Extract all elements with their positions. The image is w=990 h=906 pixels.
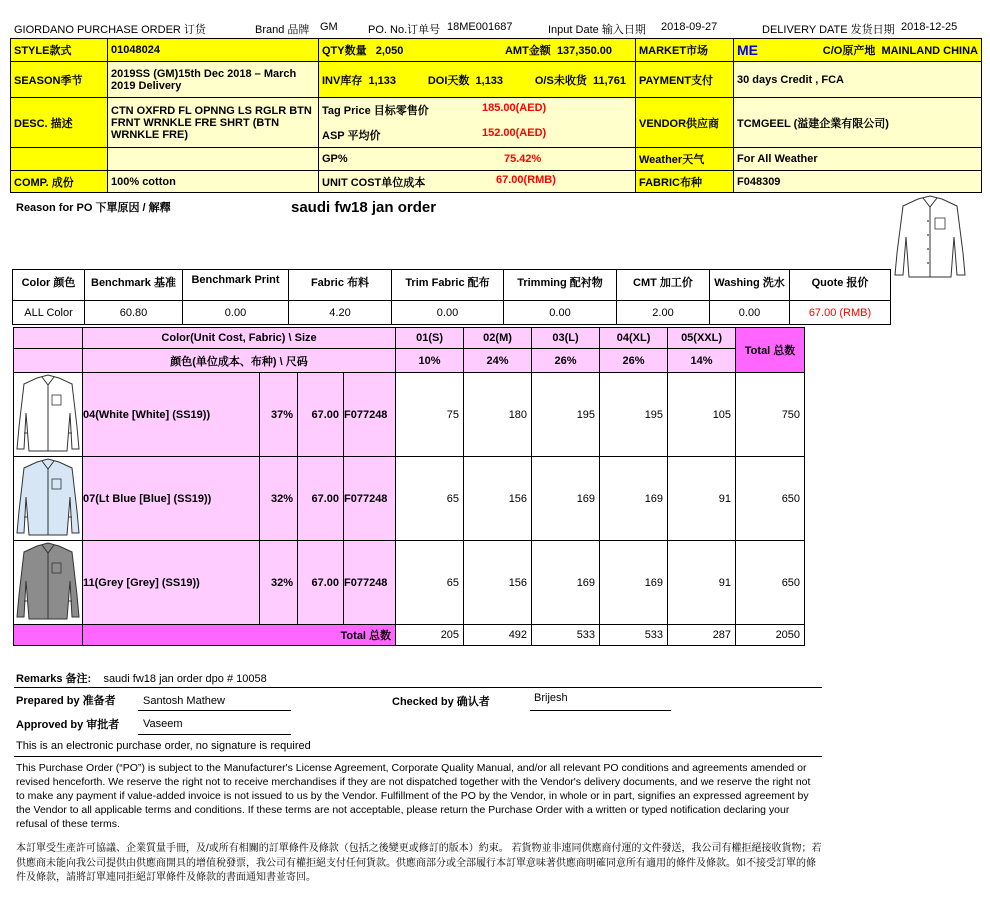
qty-amt-cell <box>319 39 636 62</box>
totals-blank-cell <box>14 625 83 646</box>
color-row <box>14 541 805 625</box>
market-origin-cell <box>734 39 982 62</box>
size-total: 205 <box>396 625 464 646</box>
input-date-value: 2018-09-27 <box>661 21 718 33</box>
fabric-label: FABRIC布种 <box>636 171 734 193</box>
size-qty: 169 <box>600 541 668 625</box>
color-fabric: F077248 <box>344 373 396 457</box>
amt-label: AMT金额 <box>504 45 551 57</box>
blank-label-cell <box>11 148 108 171</box>
size-total: 287 <box>668 625 736 646</box>
inventory-cell <box>319 62 636 98</box>
desc-value: CTN OXFRD FL OPNNG LS RGLR BTN FRNT WRNKLE FRE SHRT (BTN WRNKLE FRE) <box>108 98 319 148</box>
color-name: 07(Lt Blue [Blue] (SS19)) <box>83 457 260 541</box>
electronic-note: This is an electronic purchase order, no signature is required <box>16 740 311 752</box>
size-qty: 65 <box>396 541 464 625</box>
unit-cost-label: UNIT COST单位成本 <box>322 176 426 189</box>
approved-value: Vaseem <box>143 718 183 730</box>
cost-breakdown-table <box>12 269 891 325</box>
size-qty: 75 <box>396 373 464 457</box>
color-cost: 67.00 <box>298 457 344 541</box>
color-pct: 32% <box>260 541 298 625</box>
cost-header-row <box>13 270 891 301</box>
payment-value: 30 days Credit , FCA <box>734 62 982 98</box>
color-swatch-cell <box>14 373 83 457</box>
cost-header: Trimming 配衬物 <box>504 270 617 301</box>
os-value: 11,761 <box>592 74 626 87</box>
price-cell <box>319 98 636 148</box>
size-qty: 169 <box>532 457 600 541</box>
signature-line <box>530 710 671 711</box>
po-number: 18ME001687 <box>447 21 513 33</box>
style-label: STYLE款式 <box>11 39 108 62</box>
size-total: 533 <box>532 625 600 646</box>
size-qty: 105 <box>668 373 736 457</box>
checked-value: Brijesh <box>534 692 568 704</box>
tag-price-value: 185.00(AED) <box>482 102 547 114</box>
totals-row <box>14 625 805 646</box>
delivery-date-label: DELIVERY DATE 发货日期 <box>762 24 895 36</box>
grand-total: 2050 <box>736 625 805 646</box>
cost-value-row <box>13 301 891 325</box>
remarks-label: Remarks 备注: <box>16 673 92 685</box>
cost-cell: 4.20 <box>289 301 392 325</box>
color-size-header: Color(Unit Cost, Fabric) \ Size <box>83 328 396 349</box>
totals-label: Total 总数 <box>83 625 396 646</box>
color-size-header-zh: 颜色(单位成本、布种) \ 尺码 <box>83 349 396 373</box>
po-info-grid <box>10 38 982 193</box>
brand-value: GM <box>320 21 338 33</box>
cost-cell: 0.00 <box>392 301 504 325</box>
cost-cell: 0.00 <box>183 301 289 325</box>
quote-cell: 67.00 (RMB) <box>790 301 891 325</box>
size-qty: 156 <box>464 541 532 625</box>
row-total: 650 <box>736 541 805 625</box>
size-code: 05(XXL) <box>668 328 736 349</box>
gp-value: 75.42% <box>504 153 542 165</box>
divider <box>14 687 822 688</box>
style-value: 01048024 <box>108 39 319 62</box>
delivery-date-value: 2018-12-25 <box>901 21 958 33</box>
size-code: 02(M) <box>464 328 532 349</box>
gp-label: GP% <box>322 153 348 165</box>
blank-value-cell <box>108 148 319 171</box>
signature-line <box>138 710 291 711</box>
size-qty: 91 <box>668 541 736 625</box>
color-swatch-cell <box>14 541 83 625</box>
shirt-grey-icon <box>15 541 81 621</box>
payment-label: PAYMENT支付 <box>636 62 734 98</box>
size-pct: 10% <box>396 349 464 373</box>
cost-header: Benchmark 基准 <box>85 270 183 301</box>
image-header-cell <box>14 349 83 373</box>
reason-text: saudi fw18 jan order <box>291 199 437 216</box>
color-cost: 67.00 <box>298 373 344 457</box>
remarks-value: saudi fw18 jan order dpo # 10058 <box>103 673 267 685</box>
color-row <box>14 373 805 457</box>
unit-cost-cell <box>319 171 636 193</box>
fabric-value: F048309 <box>734 171 982 193</box>
size-qty: 195 <box>532 373 600 457</box>
amt-value: 137,350.00 <box>556 45 612 57</box>
divider <box>14 756 822 757</box>
image-header-cell <box>14 328 83 349</box>
vendor-label: VENDOR供应商 <box>636 98 734 148</box>
size-qty: 91 <box>668 457 736 541</box>
remarks <box>16 670 267 686</box>
cost-cell: 0.00 <box>504 301 617 325</box>
shirt-sketch-icon <box>893 193 967 279</box>
signature-line <box>138 734 291 735</box>
comp-label: COMP. 成份 <box>11 171 108 193</box>
doi-label: DOI天数 <box>427 74 470 87</box>
qty-label: QTY数量 <box>322 45 367 57</box>
reason-label: Reason for PO 下單原因 / 解釋 <box>16 202 171 214</box>
cost-cell: 60.80 <box>85 301 183 325</box>
checked-label: Checked by 确认者 <box>392 696 490 708</box>
legal-terms-chinese: 本訂單受生產許可協議、企業質量手冊，及/或所有相關的訂單條件及條款（包括之後變更或修訂的版本）約束。 若貨物並非連同供應商付運的文件發送，我公司有權拒絕接收貨物；若供應商未能向我公司提供由供應商開具的增值稅發票，我公司有權拒絕支付任何貨款。供應商部分或全部履行本訂單意味著供應商明確同意所有適用的條件及條款。如不接受訂單的條件及條款，請將訂單連同拒絕訂單條件及條款的書面通知書並寄回。 <box>16 843 822 883</box>
season-label: SEASON季节 <box>11 62 108 98</box>
cost-header: Fabric 布料 <box>289 270 392 301</box>
market-value: ME <box>737 42 758 58</box>
po-label: PO. No.订单号 <box>368 24 441 36</box>
size-code: 01(S) <box>396 328 464 349</box>
shirt-light-blue-icon <box>15 457 81 537</box>
market-label: MARKET市场 <box>636 39 734 62</box>
color-swatch-cell <box>14 457 83 541</box>
color-cost: 67.00 <box>298 541 344 625</box>
size-total: 492 <box>464 625 532 646</box>
size-qty: 195 <box>600 373 668 457</box>
weather-label: Weather天气 <box>636 148 734 171</box>
unit-cost-value: 67.00(RMB) <box>496 173 556 186</box>
prepared-label: Prepared by 准备者 <box>16 695 116 707</box>
size-header-row <box>14 328 805 349</box>
color-row <box>14 457 805 541</box>
inv-label: INV库存 <box>322 74 363 87</box>
size-qty: 65 <box>396 457 464 541</box>
prepared-value: Santosh Mathew <box>143 695 225 707</box>
brand-label: Brand 品牌 <box>255 24 310 36</box>
size-qty: 169 <box>532 541 600 625</box>
size-qty: 156 <box>464 457 532 541</box>
style-sketch <box>893 193 967 279</box>
size-breakdown-table <box>13 327 805 646</box>
size-pct: 26% <box>600 349 668 373</box>
cost-header: Quote 报价 <box>790 270 891 301</box>
size-pct-row <box>14 349 805 373</box>
size-pct: 14% <box>668 349 736 373</box>
origin-label: C/O原产地 <box>822 45 876 57</box>
color-pct: 32% <box>260 457 298 541</box>
inv-value: 1,133 <box>368 74 396 87</box>
doi-value: 1,133 <box>475 74 504 87</box>
weather-value: For All Weather <box>734 148 982 171</box>
cost-cell: ALL Color <box>13 301 85 325</box>
color-fabric: F077248 <box>344 541 396 625</box>
comp-value: 100% cotton <box>108 171 319 193</box>
gp-cell <box>319 148 636 171</box>
cost-cell: 0.00 <box>710 301 790 325</box>
desc-label: DESC. 描述 <box>11 98 108 148</box>
size-code: 04(XL) <box>600 328 668 349</box>
input-date-label: Input Date 输入日期 <box>548 24 646 36</box>
cost-header: Benchmark Print <box>183 270 289 301</box>
row-total: 750 <box>736 373 805 457</box>
company-title: GIORDANO PURCHASE ORDER 订货 <box>14 24 206 36</box>
size-qty: 180 <box>464 373 532 457</box>
cost-header: Washing 洗水 <box>710 270 790 301</box>
row-total: 650 <box>736 457 805 541</box>
os-label: O/S未收货 <box>534 74 587 87</box>
asp-value: 152.00(AED) <box>482 127 547 139</box>
size-pct: 26% <box>532 349 600 373</box>
season-value: 2019SS (GM)15th Dec 2018 – March 2019 Delivery <box>108 62 319 98</box>
size-code: 03(L) <box>532 328 600 349</box>
vendor-value: TCMGEEL (溢建企業有限公司) <box>734 98 982 148</box>
legal-terms-english: This Purchase Order (“PO”) is subject to the Manufacturer's License Agreement, Corporate Quality Manual, and/or all relevant PO conditions and agreements amended or revised henceforth. We reserve the right not to receive merchandises if they are not dispatched together with the Vendor's delivery documents, and we reserve the right not to make any payment if value-added invoice is not issued to us by the Vendor. Fulfillment of the PO by the Vendor, in whole or in part, signifies an expressed agreement by the Vendor to all applicable terms and conditions. If these terms are not acceptable, please return the Purchase Order with a written or typed notification declaring your refusal of these terms. <box>16 762 811 830</box>
size-qty: 169 <box>600 457 668 541</box>
cost-cell: 2.00 <box>617 301 710 325</box>
color-fabric: F077248 <box>344 457 396 541</box>
shirt-white-icon <box>15 373 81 453</box>
color-name: 11(Grey [Grey] (SS19)) <box>83 541 260 625</box>
origin-value: MAINLAND CHINA <box>881 45 978 57</box>
size-total: 533 <box>600 625 668 646</box>
tag-price-label: Tag Price 目标零售价 <box>322 105 429 117</box>
total-header: Total 总数 <box>736 328 805 373</box>
cost-header: CMT 加工价 <box>617 270 710 301</box>
asp-label: ASP 平均价 <box>322 130 381 142</box>
cost-header: Color 颜色 <box>13 270 85 301</box>
po-header <box>14 21 976 35</box>
cost-header: Trim Fabric 配布 <box>392 270 504 301</box>
color-pct: 37% <box>260 373 298 457</box>
approved-label: Approved by 审批者 <box>16 719 120 731</box>
size-pct: 24% <box>464 349 532 373</box>
qty-value: 2,050 <box>375 45 404 57</box>
color-name: 04(White [White] (SS19)) <box>83 373 260 457</box>
